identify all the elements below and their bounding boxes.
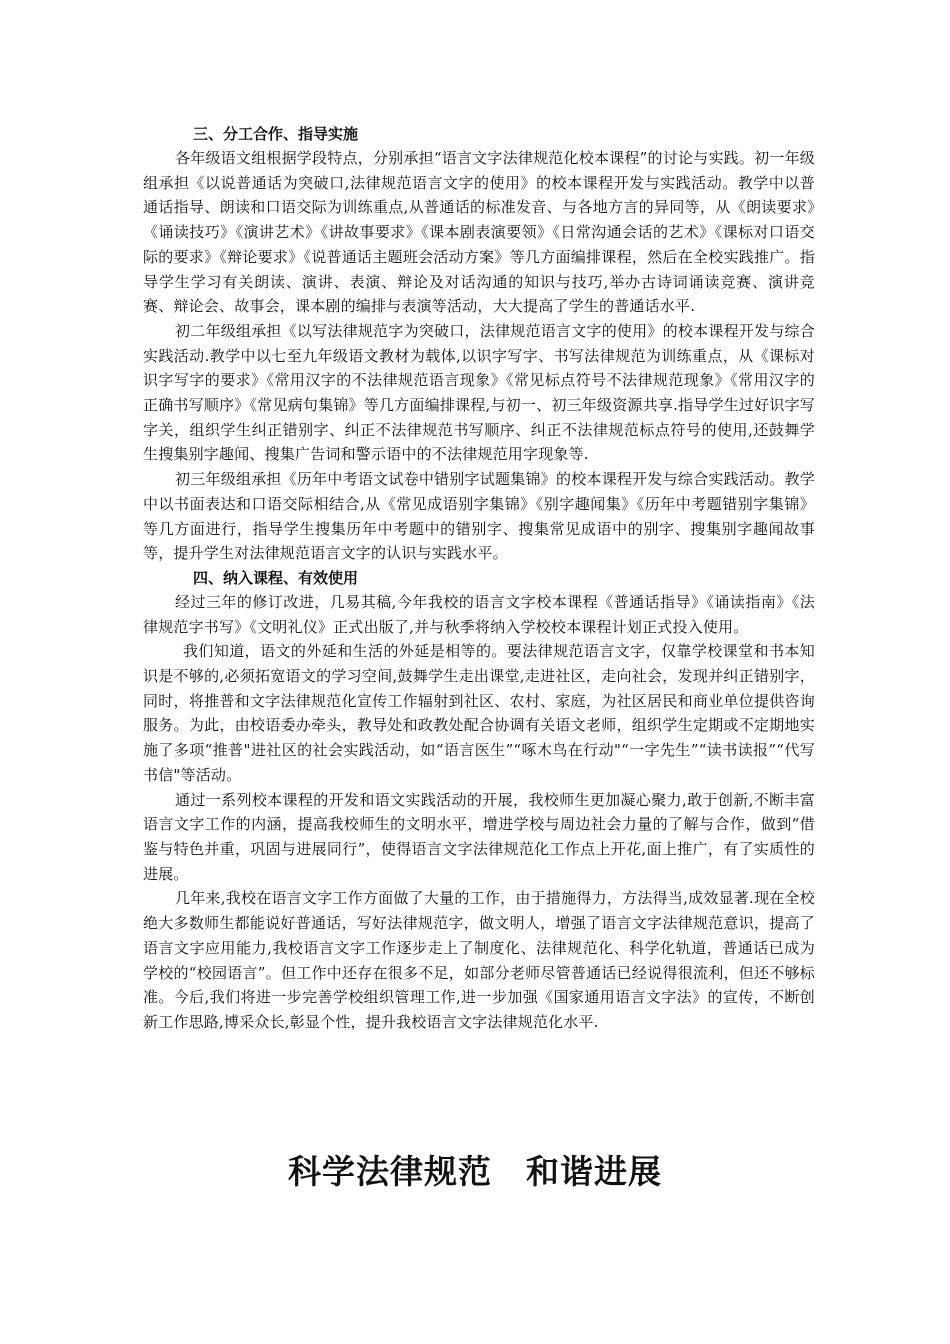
section-heading-4: 四、纳入课程、有效使用 — [193, 568, 359, 587]
section-heading-3: 三、分工合作、指导实施 — [193, 125, 359, 143]
paragraph-curriculum: 经过三年的修订改进，几易其稿,今年我校的语言文字校本课程《普通话指导》《诵读指南》《法律规范字书写》《文明礼仪》正式出版了,并与秋季将纳入学校校本课程计划正式投入使用。 — [143, 592, 815, 636]
paragraph-community: 我们知道，语文的外延和生活的外延是相等的。要法律规范语言文字，仅靠学校课堂和书本知识是不够的,必须拓宽语文的学习空间,鼓舞学生走出课堂,走进社区，走向社会，发现并纠正错别字，同时，将推普和文字法律规范化宣传工作辐射到社区、农村、家庭，为社区居民和商业单位提供咨询服务。为此，由校语委办牵头，教导处和政教处配合协调有关语文老师，组织学生定期或不定期地实施了多项“推普"进社区的社会实践活动，如“语言医生”“啄木鸟在行动"“一字先生”“读书读报”“代写书信"等活动。 — [143, 642, 815, 784]
paragraph-grade1: 各年级语文组根据学段特点，分别承担“语言文字法律规范化校本课程”的讨论与实践。初一年级组承担《以说普通话为突破口,法律规范语言文字的使用》的校本课程开发与实践活动。教学中以普通话指导、朗读和口语交际为训练重点,从普通话的标准发音、与各地方言的异同等，从《朗读要求》《诵读技巧》《演讲艺术》《讲故事要求》《课本剧表演要领》《日常沟通会话的艺术》《课标对口语交际的要求》《辩论要求》《说普通话主题班会活动方案》等几方面编排课程，然后在全校实践推广。指导学生学习有关朗读、演讲、表演、辩论及对话沟通的知识与技巧,举办古诗词诵读竞赛、演讲竞赛、辩论会、故事会，课本剧的编排与表演等活动，大大提高了学生的普通话水平. — [143, 149, 815, 316]
paragraph-grade3: 初三年级组承担《历年中考语文试卷中错别字试题集锦》的校本课程开发与综合实践活动。教学中以书面表达和口语交际相结合,从《常见成语别字集锦》《别字趣闻集》《历年中考题错别字集锦》等几方面进行，指导学生搜集历年中考题中的错别字、搜集常见成语中的别字、搜集别字趣闻故事等，提升学生对法律规范语言文字的认识与实践水平。 — [143, 470, 815, 563]
paragraph-grade2: 初二年级组承担《以写法律规范字为突破口，法律规范语言文字的使用》的校本课程开发与综合实践活动.教学中以七至九年级语文教材为载体,以识字写字、书写法律规范为训练重点，从《课标对识字写字的要求》《常用汉字的不法律规范语言现象》《常见标点符号不法律规范现象》《常用汉字的正确书写顺序》《常见病句集锦》等几方面编排课程,与初一、初三年级资源共享.指导学生过好识字写字关，组织学生纠正错别字、纠正不法律规范书写顺序、纠正不法律规范标点符号的使用,还鼓舞学生搜集别字趣闻、搜集广告词和警示语中的不法律规范用字现象等. — [143, 321, 815, 464]
paragraph-summary: 几年来,我校在语言文字工作方面做了大量的工作，由于措施得力，方法得当,成效显著.现在全校绝大多数师生都能说好普通话，写好法律规范字，做文明人，增强了语言文字法律规范意识，提高了语言文字应用能力,我校语言文字工作逐步走上了制度化、法律规范化、科学化轨道，普通话已成为学校的“校园语言”。但工作中还存在很多不足，如部分老师尽管普通话已经说得很流利，但还不够标准。今后,我们将进一步完善学校组织管理工作,进一步加强《国家通用语言文字法》的宣传，不断创新工作思路,博采众长,彰显个性，提升我校语言文字法律规范化水平. — [143, 889, 815, 1031]
paragraph-progress: 通过一系列校本课程的开发和语文实践活动的开展，我校师生更加凝心聚力,敢于创新,不断丰富语言文字工作的内涵，提高我校师生的文明水平，增进学校与周边社会力量的了解与合作，做到“借鉴与特色并重，巩固与进展同行”，使得语言文字法律规范化工作点上开花,面上推广，有了实质性的进展。 — [143, 790, 815, 883]
document-body — [143, 122, 815, 1035]
footer-title: 科学法律规范 和谐进展 — [288, 1152, 662, 1191]
